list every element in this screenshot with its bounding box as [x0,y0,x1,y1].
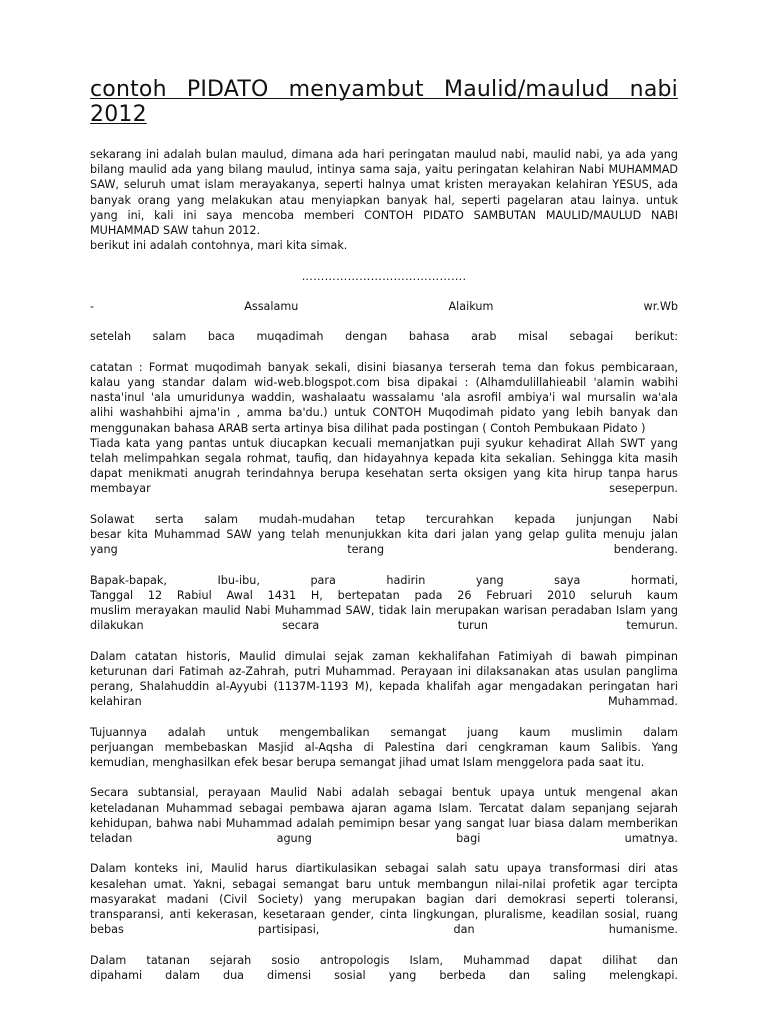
paragraph-line: catatan : Format muqodimah banyak sekali, disini biasanya terserah tema dan fokus pembicaraan, [90,360,678,374]
paragraph-line: teladan agung bagi umatnya. [90,832,678,845]
paragraph-line: banyak orang yang melakukan atau menyiapkan banyak hal, seperti pagelaran atau lainya. untuk [90,193,678,207]
paragraph-line: - Assalamu Alaikum wr.Wb [90,300,678,313]
paragraph-line: keturunan dari Fatimah az-Zahrah, putri Muhammad. Perayaan ini dilaksanakan atas usulan panglima [90,664,678,678]
paragraph-line: setelah salam baca muqadimah dengan bahasa arab misal sebagai berikut: [90,330,678,344]
paragraph-line: kelahiran Muhammad. [90,695,678,709]
paragraph-line: perjuangan membebaskan Masjid al-Aqsha di Palestina dari cengkraman kaum Salibis. Yang [90,740,678,754]
paragraph-line: perang, Shalahuddin al-Ayyubi (1137M-1193 M), kepada khalifah agar mengadakan peringatan hari [90,680,678,693]
document-body [90,147,678,983]
paragraph [90,649,678,710]
paragraph-line: dilakukan secara turun temurun. [90,619,678,633]
paragraph-line: Bapak-bapak, Ibu-ibu, para hadirin yang saya hormati, [90,573,678,587]
paragraph-line: alihi washahbihi ajma'in , amma ba'du.) untuk CONTOH Muqodimah pidato yang lebih banyak dan [90,406,678,420]
paragraph-line: yang ini, kali ini saya mencoba memberi CONTOH PIDATO SAMBUTAN MAULID/MAULUD NABI [90,208,678,222]
paragraph-line: Tiada kata yang pantas untuk diucapkan kecuali memanjatkan puji syukur kehadirat Allah SWT yang [90,436,678,450]
paragraph-line: MUHAMMAD SAW tahun 2012. [90,224,261,238]
paragraph-line: dapat menikmati anugrah terindahnya berupa kesehatan serta oksigen yang kita hirup tanpa harus [90,467,678,481]
paragraph-line: kalau yang standar dalam wid-web.blogspot.com bisa dipakai : (Alhamdulillahieabil 'alamin wabihi [90,375,678,389]
paragraph [90,785,678,846]
paragraph [90,512,678,558]
paragraph-line: membayar seseperpun. [90,482,678,496]
paragraph [90,299,678,314]
paragraph-line: dipahami dalam dua dimensi sosial yang berbeda dan saling melengkapi. [90,968,678,982]
paragraph-line: besar kita Muhammad SAW yang telah menunjukkan kita dari jalan yang gelap gulita menuju jalan [90,528,678,541]
paragraph-line: SAW, seluruh umat islam merayakanya, seperti halnya umat kristen merayakan kelahiran YESUS, ada [90,178,678,192]
paragraph-line: berikut ini adalah contohnya, mari kita simak. [90,239,348,253]
paragraph-line: menggunakan bahasa ARAB serta artinya bisa dilihat pada postingan ( Contoh Pembukaan Pidato ) [90,421,646,435]
paragraph [90,329,678,344]
paragraph-line: sekarang ini adalah bulan maulud, dimana ada hari peringatan maulud nabi, maulid nabi, ya ada yang [90,148,678,161]
paragraph-line: Dalam catatan historis, Maulid dimulai sejak zaman kekhalifahan Fatimiyah di bawah pimpinan [90,649,678,663]
paragraph-line: Dalam konteks ini, Maulid harus diartikulasikan sebagai salah satu upaya transformasi diri atas [90,862,678,876]
separator-dots: ……………………………………. [301,269,467,283]
paragraph-line: keteladanan Muhammad sebagai pembawa ajaran agama Islam. Tercatat dalam sepanjang sejarah [90,801,678,815]
paragraph-line: bilang maulid ada yang bilang maulud, intinya sama saja, yaitu peringatan kelahiran Nabi MUHAMMAD [90,163,678,177]
paragraph-line: kemudian, menghasilkan efek besar berupa semangat jihad umat Islam menggelora pada saat itu. [90,756,645,769]
paragraph-line: Solawat serta salam mudah-mudahan tetap tercurahkan kepada junjungan Nabi [90,512,678,526]
paragraph [90,953,678,983]
paragraph [90,269,678,284]
paragraph-line: bebas partisipasi, dan humanisme. [90,923,678,937]
paragraph-line: Tanggal 12 Rabiul Awal 1431 H, bertepatan pada 26 Februari 2010 seluruh kaum [90,588,678,602]
paragraph [90,147,678,253]
paragraph [90,573,678,634]
paragraph-line: kehidupan, bahwa nabi Muhammad adalah pemimipn besar yang sangat luar biasa dalam memberikan [90,816,678,830]
paragraph-line: yang terang benderang. [90,543,678,557]
paragraph-line: Dalam tatanan sejarah sosio antropologis Islam, Muhammad dapat dilihat dan [90,953,678,967]
paragraph-line: masyarakat madani (Civil Society) yang merupakan bagian dari demokrasi seperti toleransi, [90,892,678,906]
paragraph [90,360,678,497]
paragraph-line: muslim merayakan maulid Nabi Muhammad SAW, tidak lain merupakan warisan peradaban Islam yang [90,604,678,617]
paragraph-line: transparansi, anti kekerasan, kesetaraan gender, cinta lingkungan, pluralisme, keadilan sosial, ruang [90,908,678,921]
page-title: contoh PIDATO menyambut Maulid/maulud nabi 2012 [90,77,678,127]
paragraph [90,861,678,937]
paragraph [90,725,678,771]
paragraph-line: nasta'inul 'ala umuridunya waddin, washalaatu wassalamu 'ala asrofil ambiya'i wal mursalin wa'ala [90,391,678,405]
paragraph-line: kesalehan umat. Yakni, sebagai semangat baru untuk membangun nilai-nilai profetik agar tercipta [90,877,678,891]
paragraph-line: Tujuannya adalah untuk mengembalikan semangat juang kaum muslimin dalam [90,725,678,739]
paragraph-line: telah melimpahkan segala rohmat, taufiq, dan hidayahnya kepada kita sekalian. Sehingga kita masih [90,452,678,465]
paragraph-line: Secara subtansial, perayaan Maulid Nabi adalah sebagai bentuk upaya untuk mengenal akan [90,786,678,800]
